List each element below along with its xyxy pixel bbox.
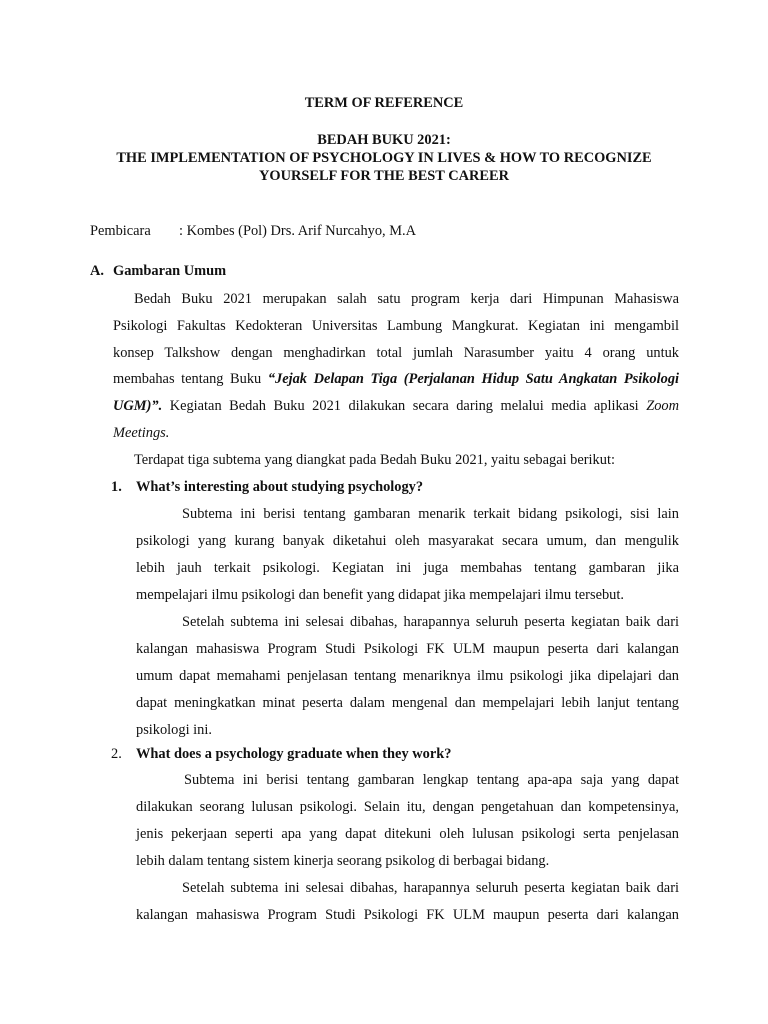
item-1-para2-line2: kalangan mahasiswa Program Studi Psikologi FK ULM maupun peserta dari kalangan xyxy=(136,641,679,657)
section-a-marker: A. xyxy=(90,263,104,279)
section-a-para1-line4 xyxy=(113,370,679,388)
section-a-para1-line3: konsep Talkshow dengan menghadirkan total jumlah Narasumber yaitu 4 orang untuk xyxy=(113,345,679,361)
item-1-para1-line4: mempelajari ilmu psikologi dan benefit yang didapat jika mempelajari ilmu tersebut. xyxy=(136,587,624,603)
speaker-value: : Kombes (Pol) Drs. Arif Nurcahyo, M.A xyxy=(179,223,417,239)
item-1-para2-line3: umum dapat memahami penjelasan tentang menariknya ilmu psikologi jika dipelajari dan xyxy=(136,668,679,684)
document-title xyxy=(0,94,768,112)
item-2-marker: 2. xyxy=(111,746,122,762)
item-2-heading: What does a psychology graduate when they work? xyxy=(136,746,452,762)
item-2-para1-line3: jenis pekerjaan seperti apa yang dapat ditekuni oleh lulusan psikologi serta penjelasan xyxy=(136,826,679,842)
item-1-para1-line2: psikologi yang kurang banyak diketahui oleh masyarakat secara umum, dan mengulik xyxy=(136,533,679,549)
item-2-para1-line2: dilakukan seorang lulusan psikologi. Selain itu, dengan pengetahuan dan kompetensinya, xyxy=(136,799,679,815)
zoom-text: Zoom xyxy=(646,398,679,414)
section-a-para2: Terdapat tiga subtema yang diangkat pada Bedah Buku 2021, yaitu sebagai berikut: xyxy=(134,452,615,468)
section-a-para1-line2: Psikologi Fakultas Kedokteran Universitas Lambung Mangkurat. Kegiatan ini mengambil xyxy=(113,318,679,334)
line5-plain: Kegiatan Bedah Buku 2021 dilakukan secara daring melalui media aplikasi xyxy=(162,398,647,414)
book-title-end: UGM)”. xyxy=(113,398,163,414)
line4-plain: membahas tentang Buku xyxy=(113,371,268,387)
section-a-para1-line6: Meetings. xyxy=(113,425,170,441)
document-subtitle xyxy=(0,131,768,185)
item-2-para1-line1: Subtema ini berisi tentang gambaran lengkap tentang apa-apa saja yang dapat xyxy=(184,772,679,788)
item-1-para2-line4: dapat meningkatkan minat peserta dalam mengenal dan mempelajari lebih lanjut tentang xyxy=(136,695,679,711)
item-1-para2-line1: Setelah subtema ini selesai dibahas, harapannya seluruh peserta kegiatan baik dari xyxy=(182,614,679,630)
book-title: “Jejak Delapan Tiga (Perjalanan Hidup Satu Angkatan Psikologi xyxy=(267,371,680,387)
subtitle-line-2: THE IMPLEMENTATION OF PSYCHOLOGY IN LIVES & HOW TO RECOGNIZE xyxy=(116,150,652,166)
subtitle-line-3: YOURSELF FOR THE BEST CAREER xyxy=(258,168,510,184)
item-1-para1-line1: Subtema ini berisi tentang gambaran menarik terkait bidang psikologi, sisi lain xyxy=(182,506,679,522)
item-1-para1-line3: lebih jauh terkait psikologi. Kegiatan ini juga membahas tentang gambaran jika xyxy=(136,560,679,576)
section-a-para1-line1: Bedah Buku 2021 merupakan salah satu program kerja dari Himpunan Mahasiswa xyxy=(134,291,679,307)
subtitle-line-1: BEDAH BUKU 2021: xyxy=(317,132,451,148)
speaker-label: Pembicara xyxy=(90,223,151,239)
title-text: TERM OF REFERENCE xyxy=(304,95,464,111)
section-a-heading: Gambaran Umum xyxy=(113,263,227,279)
item-2-para2-line2: kalangan mahasiswa Program Studi Psikologi FK ULM maupun peserta dari kalangan xyxy=(136,907,679,923)
item-2-para1-line4: lebih dalam tentang sistem kinerja seorang psikolog di berbagai bidang. xyxy=(136,853,550,869)
section-a-para1-line5 xyxy=(113,397,679,415)
item-1-para2-line5: psikologi ini. xyxy=(136,722,212,738)
item-1-marker: 1. xyxy=(111,479,122,495)
item-1-heading: What’s interesting about studying psychology? xyxy=(136,479,424,495)
item-2-para2-line1: Setelah subtema ini selesai dibahas, harapannya seluruh peserta kegiatan baik dari xyxy=(182,880,679,896)
